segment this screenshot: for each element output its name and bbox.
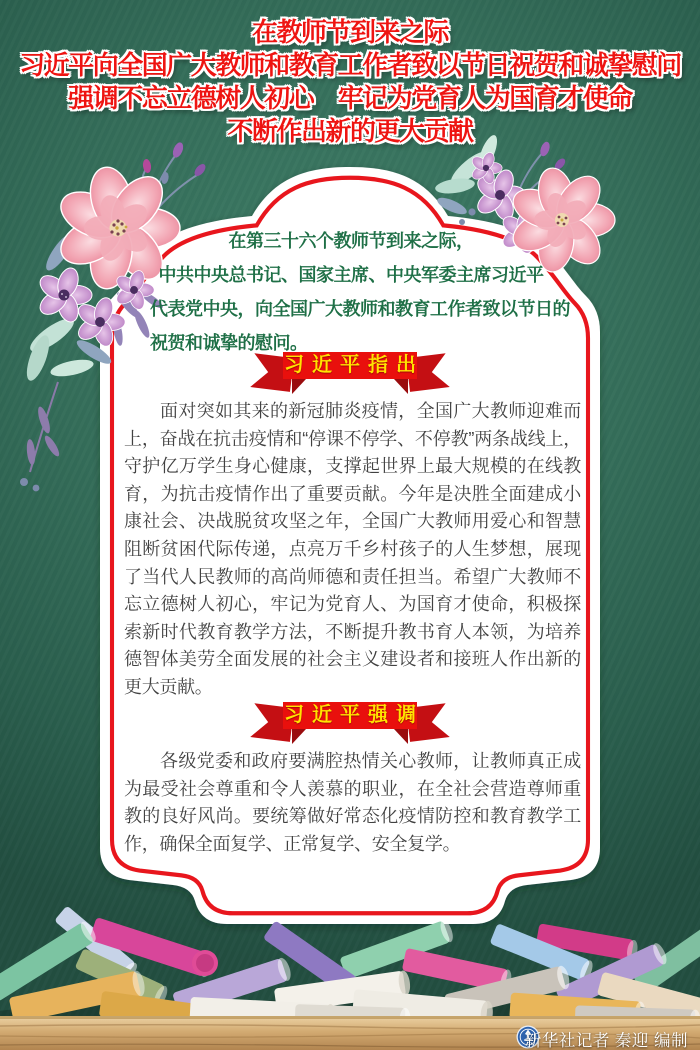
intro-line-4: 祝贺和诚挚的慰问。	[150, 333, 308, 353]
headline-line-2: 习近平向全国广大教师和教育工作者致以节日祝贺和诚挚慰问	[19, 50, 681, 80]
card-intro	[130, 224, 572, 360]
ribbon-label-xi-emphasized: 习近平强调	[284, 704, 424, 726]
quote-paragraph-1: 面对突如其来的新冠肺炎疫情，全国广大教师迎难而上，奋战在抗击疫情和“停课不停学、不停教”两条战线上，守护亿万学生身心健康，支撑起世界上最大规模的在线教育，为抗击疫情作出了重要贡献。今年是决胜全面建成小康社会、决战脱贫攻坚之年，全国广大教师用爱心和智慧阻断贫困代际传递，点亮万千乡村孩子的人生梦想，展现了当代人民教师的高尚师德和责任担当。希望广大教师不忘立德树人初心，牢记为党育人、为国育才使命，积极探索新时代教育教学方法，不断提升教书育人本领，为培养德智体美劳全面发展的社会主义建设者和接班人作出新的更大贡献。	[124, 401, 581, 697]
headline-line-3: 强调不忘立德树人初心 牢记为党育人为国育才使命	[68, 83, 632, 113]
intro-line-1: 在第三十六个教师节到来之际，	[228, 231, 474, 251]
ribbon-label-xi-pointed-out: 习近平指出	[284, 354, 424, 376]
photographer-credit: 新华社记者 秦迎 编制	[524, 1032, 688, 1050]
intro-line-3: 代表党中央，向全国广大教师和教育工作者致以节日的	[150, 299, 570, 319]
headline-line-4: 不断作出新的更大贡献	[227, 116, 473, 146]
intro-line-2: 中共中央总书记、国家主席、中央军委主席习近平	[158, 265, 544, 285]
poster-headline	[0, 16, 700, 148]
quote-paragraph-2: 各级党委和政府要满腔热情关心教师，让教师真正成为最受社会尊重和令人羡慕的职业，在全社会营造尊师重教的良好风尚。要统筹做好常态化疫情防控和教育教学工作，确保全面复学、正常复学、安全复学。	[124, 751, 581, 854]
chalk-sticks-illustration	[0, 905, 700, 1034]
headline-line-1: 在教师节到来之际	[251, 17, 448, 47]
